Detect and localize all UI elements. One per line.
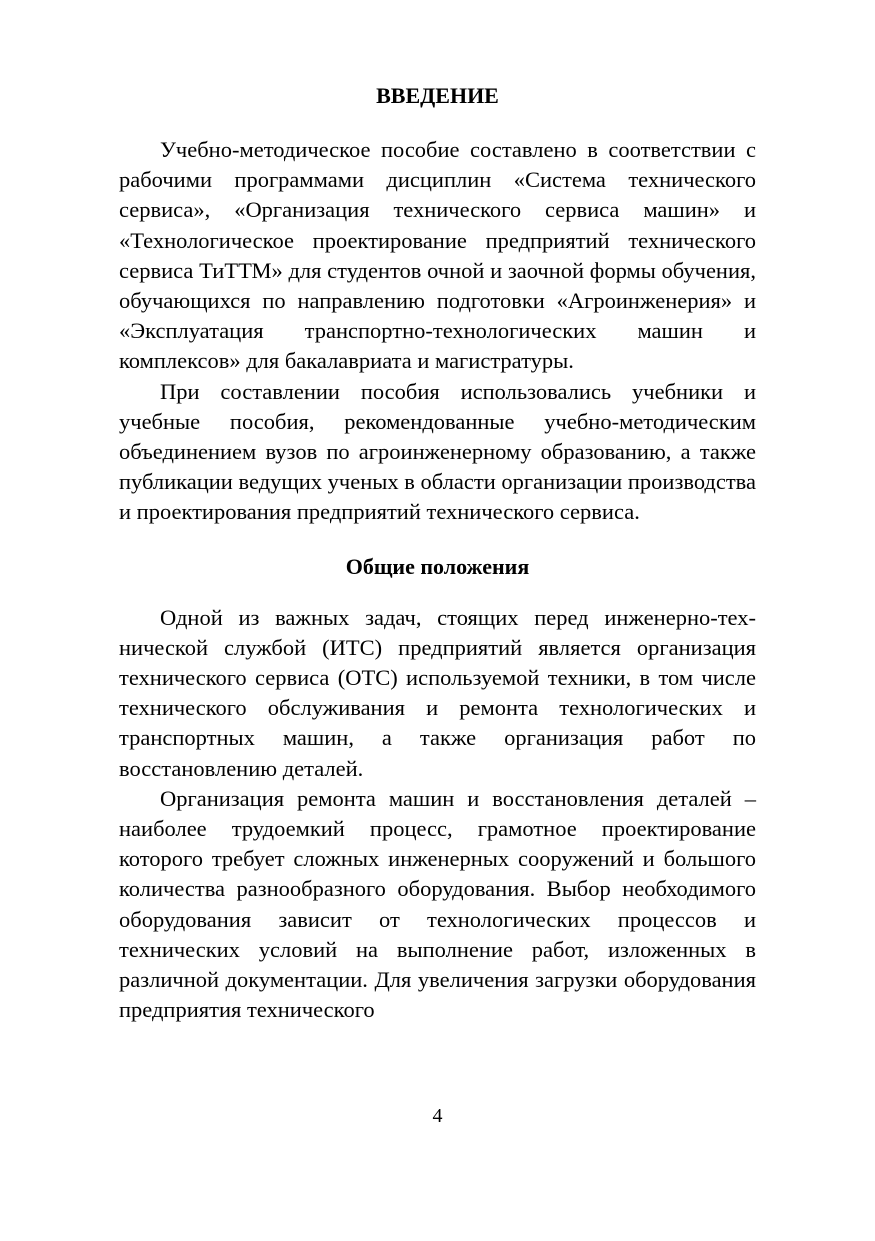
general-provisions-heading: Общие положения [345,553,530,579]
general-paragraph-1: Одной из важных задач, стоящих перед инженерно-технической службой (ИТС) предприятий является организация технического сервиса (ОТС) используемой техники, в том числе технического обслуживания и ремонта технологических и транспортных машин, а также организация работ по восстановлению деталей. [119,604,756,781]
document-page [119,78,756,1025]
general-paragraph-2: Организация ремонта машин и восстановления деталей – наиболее трудоемкий процесс, грамотное проектирование которого требует сложных инженерных сооружений и большого количества разнообразного оборудования. Выбор необходимого оборудования зависит от технологических процессов и технических условий на выполнение работ, изложенных в различной документации. Для увеличения загрузки оборудования предприятия технического [119,785,756,1023]
page-number: 4 [432,1105,443,1127]
intro-paragraph-1: Учебно-методическое пособие составлено в соответствии с рабочими программами дисциплин «Система технического сервиса», «Организация технического сервиса машин» и «Технологическое проектирование предприятий технического сервиса ТиТТМ» для студентов очной и заочной формы обучения, обучающихся по направлению подготовки «Агроинженерия» и «Эксплуатация транспортно-технологических машин и комплексов» для бакалавриата и магистратуры. [119,137,756,374]
intro-paragraph-2: При составлении пособия использовались учебники и учебные пособия, рекомендованные учебно-методическим объединением вузов по агроинженерному образованию, а также публикации ведущих ученых в области организации производства и проектирования предприятий технического сервиса. [119,378,756,525]
intro-heading: ВВЕДЕНИЕ [376,83,499,108]
